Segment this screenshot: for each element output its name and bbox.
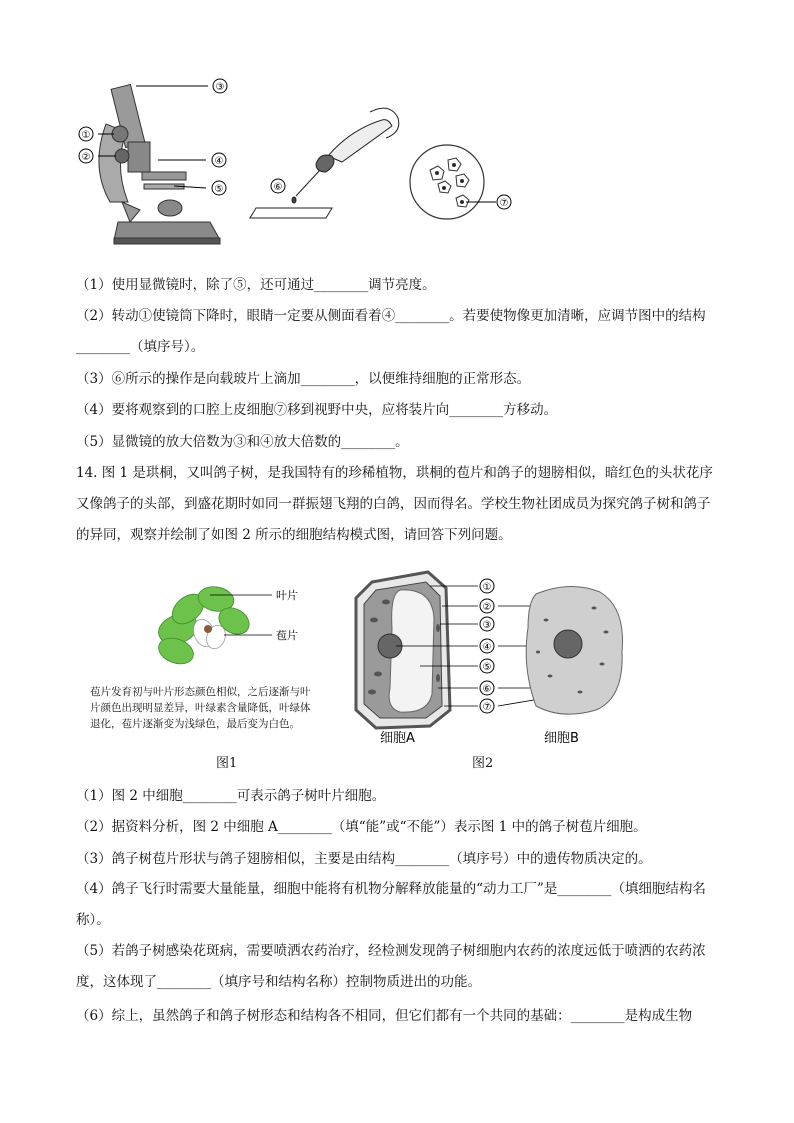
callout-6: ⑥ <box>273 182 283 193</box>
figure-1-dove-tree <box>148 585 308 675</box>
q13-item-2: （2）转动①使镜筒下降时，眼睛一定要从侧面看着④________。若要使物像更加清晰，应调节图中的结构________（填序号）。 <box>76 308 706 355</box>
figure-1-note <box>90 684 311 732</box>
q13-item-5: （5）显微镜的放大倍数为③和④放大倍数的________。 <box>76 434 409 450</box>
cheek-cells-view <box>410 145 484 219</box>
q14-item-5: （5）若鸽子树感染花斑病，需要喷洒农药治疗，经检测发现鸽子树细胞内农药的浓度远低于喷洒的农药浓度，这体现了________（填序号和结构名称）控制物质进出的功能。 <box>76 943 706 990</box>
fig2-callout-3: ③ <box>482 620 492 631</box>
dropper-drawing <box>250 108 399 218</box>
figure-2-caption: 图2 <box>472 756 494 771</box>
q14-item-1: （1）图 2 中细胞________可表示鸽子树叶片细胞。 <box>76 788 386 804</box>
note-line: 苞片发育初与叶片形态颜色相似，之后逐渐与叶 <box>90 686 311 698</box>
q13-item-4: （4）要将观察到的口腔上皮细胞⑦移到视野中央，应将装片向________方移动。 <box>76 402 558 418</box>
fig2-callout-4: ④ <box>482 642 492 653</box>
note-line: 退化，苞片逐渐变为浅绿色，最后变为白色。 <box>90 718 300 730</box>
q14-stem: 14. 图 1 是珙桐，又叫鸽子树，是我国特有的珍稀植物，珙桐的苞片和鸽子的翅膀相似，暗红色的头状花序又像鸽子的头部，到盛花期时如同一群振翅飞翔的白鸽，因而得名。学校生物社团成员为探究鸽子树和鸽子的异同，观察并绘制了如图 2 所示的细胞结构模式图，请回答下列问题。 <box>76 465 713 543</box>
fig2-callout-5: ⑤ <box>482 662 492 673</box>
figure-1-caption: 图1 <box>216 756 238 771</box>
fig2-callout-7: ⑦ <box>482 702 492 713</box>
fig2-callout-2: ② <box>482 602 492 613</box>
plant-cell-a <box>356 572 450 728</box>
cell-b-label: 细胞B <box>544 731 579 746</box>
animal-cell-b <box>526 586 622 714</box>
fig2-callout-6: ⑥ <box>482 684 492 695</box>
note-line: 片颜色出现明显差异，叶绿素含量降低，叶绿体 <box>90 702 311 714</box>
callout-4: ④ <box>214 156 224 167</box>
callout-7: ⑦ <box>499 198 509 209</box>
q14-item-6: （6）综上，虽然鸽子和鸽子树形态和结构各不相同，但它们都有一个共同的基础：________是构成生物 <box>76 1008 693 1024</box>
callout-3: ③ <box>215 82 225 93</box>
figure-2-cells <box>350 568 630 748</box>
q13-item-1: （1）使用显微镜时，除了⑤，还可通过________调节亮度。 <box>76 277 436 293</box>
callout-5: ⑤ <box>214 184 224 195</box>
q13-figure <box>70 72 530 252</box>
q13-item-3: （3）⑥所示的操作是向载玻片上滴加________，以便维持细胞的正常形态。 <box>76 371 531 387</box>
cell-a-label: 细胞A <box>380 731 415 746</box>
bract-label: 苞片 <box>276 629 298 642</box>
q14-item-3: （3）鸽子树苞片形状与鸽子翅膀相似，主要是由结构________（填序号）中的遗传物质决定的。 <box>76 851 652 867</box>
fig2-callout-1: ① <box>482 582 492 593</box>
callout-2: ② <box>81 152 91 163</box>
q14-item-2: （2）据资料分析，图 2 中细胞 A________（填“能”或“不能”）表示图 1 中的鸽子树苞片细胞。 <box>76 819 647 835</box>
q14-item-4: （4）鸽子飞行时需要大量能量，细胞中能将有机物分解释放能量的“动力工厂”是________（填细胞结构名称）。 <box>76 881 706 928</box>
leaf-label: 叶片 <box>276 589 298 602</box>
callout-1: ① <box>81 130 91 141</box>
microscope-drawing <box>99 84 220 244</box>
